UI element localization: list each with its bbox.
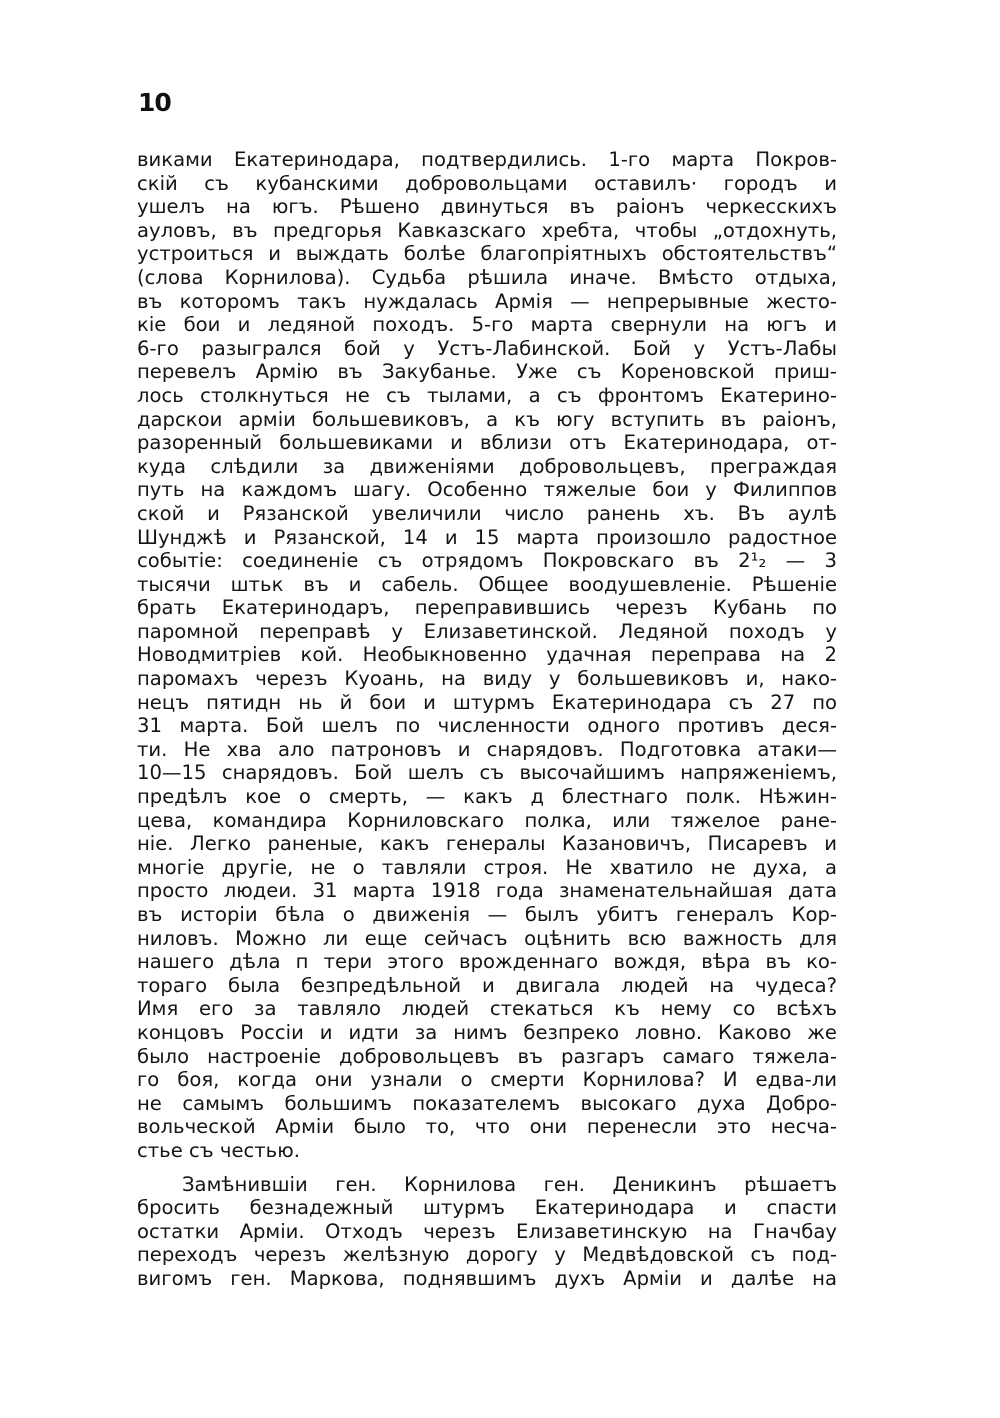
- text-line: ти. Не хва ало патроновъ и снарядовъ. Подготовка атаки—: [137, 737, 837, 761]
- text-line: вигомъ ген. Маркова, поднявшимъ духъ Арміи и далѣе на: [137, 1266, 837, 1290]
- text-line: не самымъ большимъ показателемъ высокаго духа Добро-: [137, 1091, 837, 1115]
- body-text: [137, 148, 837, 1291]
- text-line: вольческой Арміи было то, что они перенесли это несча-: [137, 1115, 837, 1139]
- text-line: многіе другіе, не о тавляли строя. Не хватило не духа, а: [137, 855, 837, 879]
- text-line: нецъ пятидн нь й бои и штурмъ Екатеринодара съ 27 по: [137, 690, 837, 714]
- paragraph-1: [137, 148, 837, 1163]
- text-line: путь на каждомъ шагу. Особенно тяжелые бои у Филиппов: [137, 478, 837, 502]
- text-line: ушелъ на югъ. Рѣшено двинуться въ раіонъ черкесскихъ: [137, 195, 837, 219]
- text-line: цева, командира Корниловскаго полка, или тяжелое ране-: [137, 808, 837, 832]
- text-line: въ исторіи бѣла о движенія — былъ убитъ генералъ Кор-: [137, 903, 837, 926]
- text-line: разоренный большевиками и вблизи отъ Екатеринодара, от-: [137, 431, 837, 455]
- text-line: ніе. Легко раненые, какъ генералы Казановичъ, Писаревъ и: [137, 832, 837, 856]
- text-line: 31 марта. Бой шелъ по численности одного противъ деся-: [137, 714, 837, 738]
- text-line: 10—15 снарядовъ. Бой шелъ съ высочайшимъ напряженіемъ,: [137, 761, 837, 785]
- text-line: нашего дѣла п тери этого врожденнаго вождя, вѣра въ ко-: [137, 950, 837, 974]
- text-line: паромной переправѣ у Елизаветинской. Ледяной походъ у: [137, 619, 837, 643]
- text-line: лось столкнуться не съ тылами, а съ фронтомъ Екатерино-: [137, 383, 837, 407]
- text-line: ниловъ. Можно ли еще сейчасъ оцѣнить всю важность для: [137, 926, 837, 950]
- text-line: устроиться и выждать болѣе благопріятныхъ обстоятельствъ“: [137, 242, 837, 266]
- text-line: Замѣнившіи ген. Корнилова ген. Деникинъ рѣшаетъ: [182, 1172, 837, 1196]
- text-line: Шунджѣ и Рязанской, 14 и 15 марта произошло радостное: [137, 525, 837, 549]
- text-line: брать Екатеринодаръ, переправившись черезъ Кубань по: [137, 596, 837, 620]
- text-line: бросить безнадежный штурмъ Екатеринодара и спасти: [137, 1196, 837, 1220]
- text-line: концовъ Россіи и идти за нимъ безпреко ловно. Каково же: [137, 1020, 837, 1044]
- text-line: остатки Арміи. Отходъ черезъ Елизаветинскую на Гначбау: [137, 1219, 837, 1243]
- text-line: паромахъ черезъ Куоань, на виду у большевиковъ и, нако-: [137, 667, 837, 691]
- text-line: тораго была безпредѣльной и двигала людей на чудеса?: [137, 973, 837, 997]
- text-line: переходъ черезъ желѣзную дорогу у Медвѣдовской съ под-: [137, 1243, 837, 1267]
- text-line: было настроеніе добровольцевъ въ разгаръ самаго тяжела-: [137, 1044, 837, 1068]
- text-line: кіе бои и ледяной походъ. 5-го марта свернули на югъ и: [137, 313, 837, 337]
- text-line: тысячи штьк въ и сабель. Общее воодушевленіе. Рѣшеніе: [137, 572, 837, 596]
- text-line: скій съ кубанскими добровольцами оставилъ· городъ и: [137, 171, 837, 195]
- text-line: событіе: соединеніе съ отрядомъ Покровскаго въ 2¹₂ — 3: [137, 549, 837, 573]
- text-line: ауловъ, въ предгорья Кавказскаго хребта, чтобы „отдохнуть,: [137, 218, 837, 242]
- page-number: 10: [138, 88, 171, 117]
- text-line: го боя, когда они узнали о смерти Корнилова? И едва-ли: [137, 1068, 837, 1092]
- paragraph-2: [137, 1173, 837, 1291]
- text-line: дарскои арміи большевиковъ, а къ югу вступить въ раіонъ,: [137, 407, 837, 431]
- text-line: (слова Корнилова). Судьба рѣшила иначе. Вмѣсто отдыха,: [137, 265, 837, 289]
- text-line: Имя его за тавляло людей стекаться къ нему со всѣхъ: [137, 997, 837, 1021]
- text-line: виками Екатеринодара, подтвердились. 1-го марта Покров-: [137, 148, 837, 171]
- text-line: ской и Рязанской увеличили число ранень хъ. Въ аулѣ: [137, 501, 837, 525]
- text-line: въ которомъ такъ нуждалась Армія — непрерывные жесто-: [137, 289, 837, 313]
- text-line: Новодмитріев кой. Необыкновенно удачная переправа на 2: [137, 643, 837, 667]
- text-line: стье съ честью.: [137, 1138, 300, 1162]
- text-line: просто людеи. 31 марта 1918 года знаменательнайшая дата: [137, 879, 837, 903]
- text-line: 6-го разыгрался бой у Устъ-Лабинской. Бой у Устъ-Лабы: [137, 336, 837, 360]
- text-line: перевелъ Армію въ Закубанье. Уже съ Кореновской приш-: [137, 360, 837, 384]
- text-line: предѣлъ кое о смерть, — какъ д блестнаго полк. Нѣжин-: [137, 785, 837, 809]
- text-line: куда слѣдили за движеніями добровольцевъ, преграждая: [137, 454, 837, 478]
